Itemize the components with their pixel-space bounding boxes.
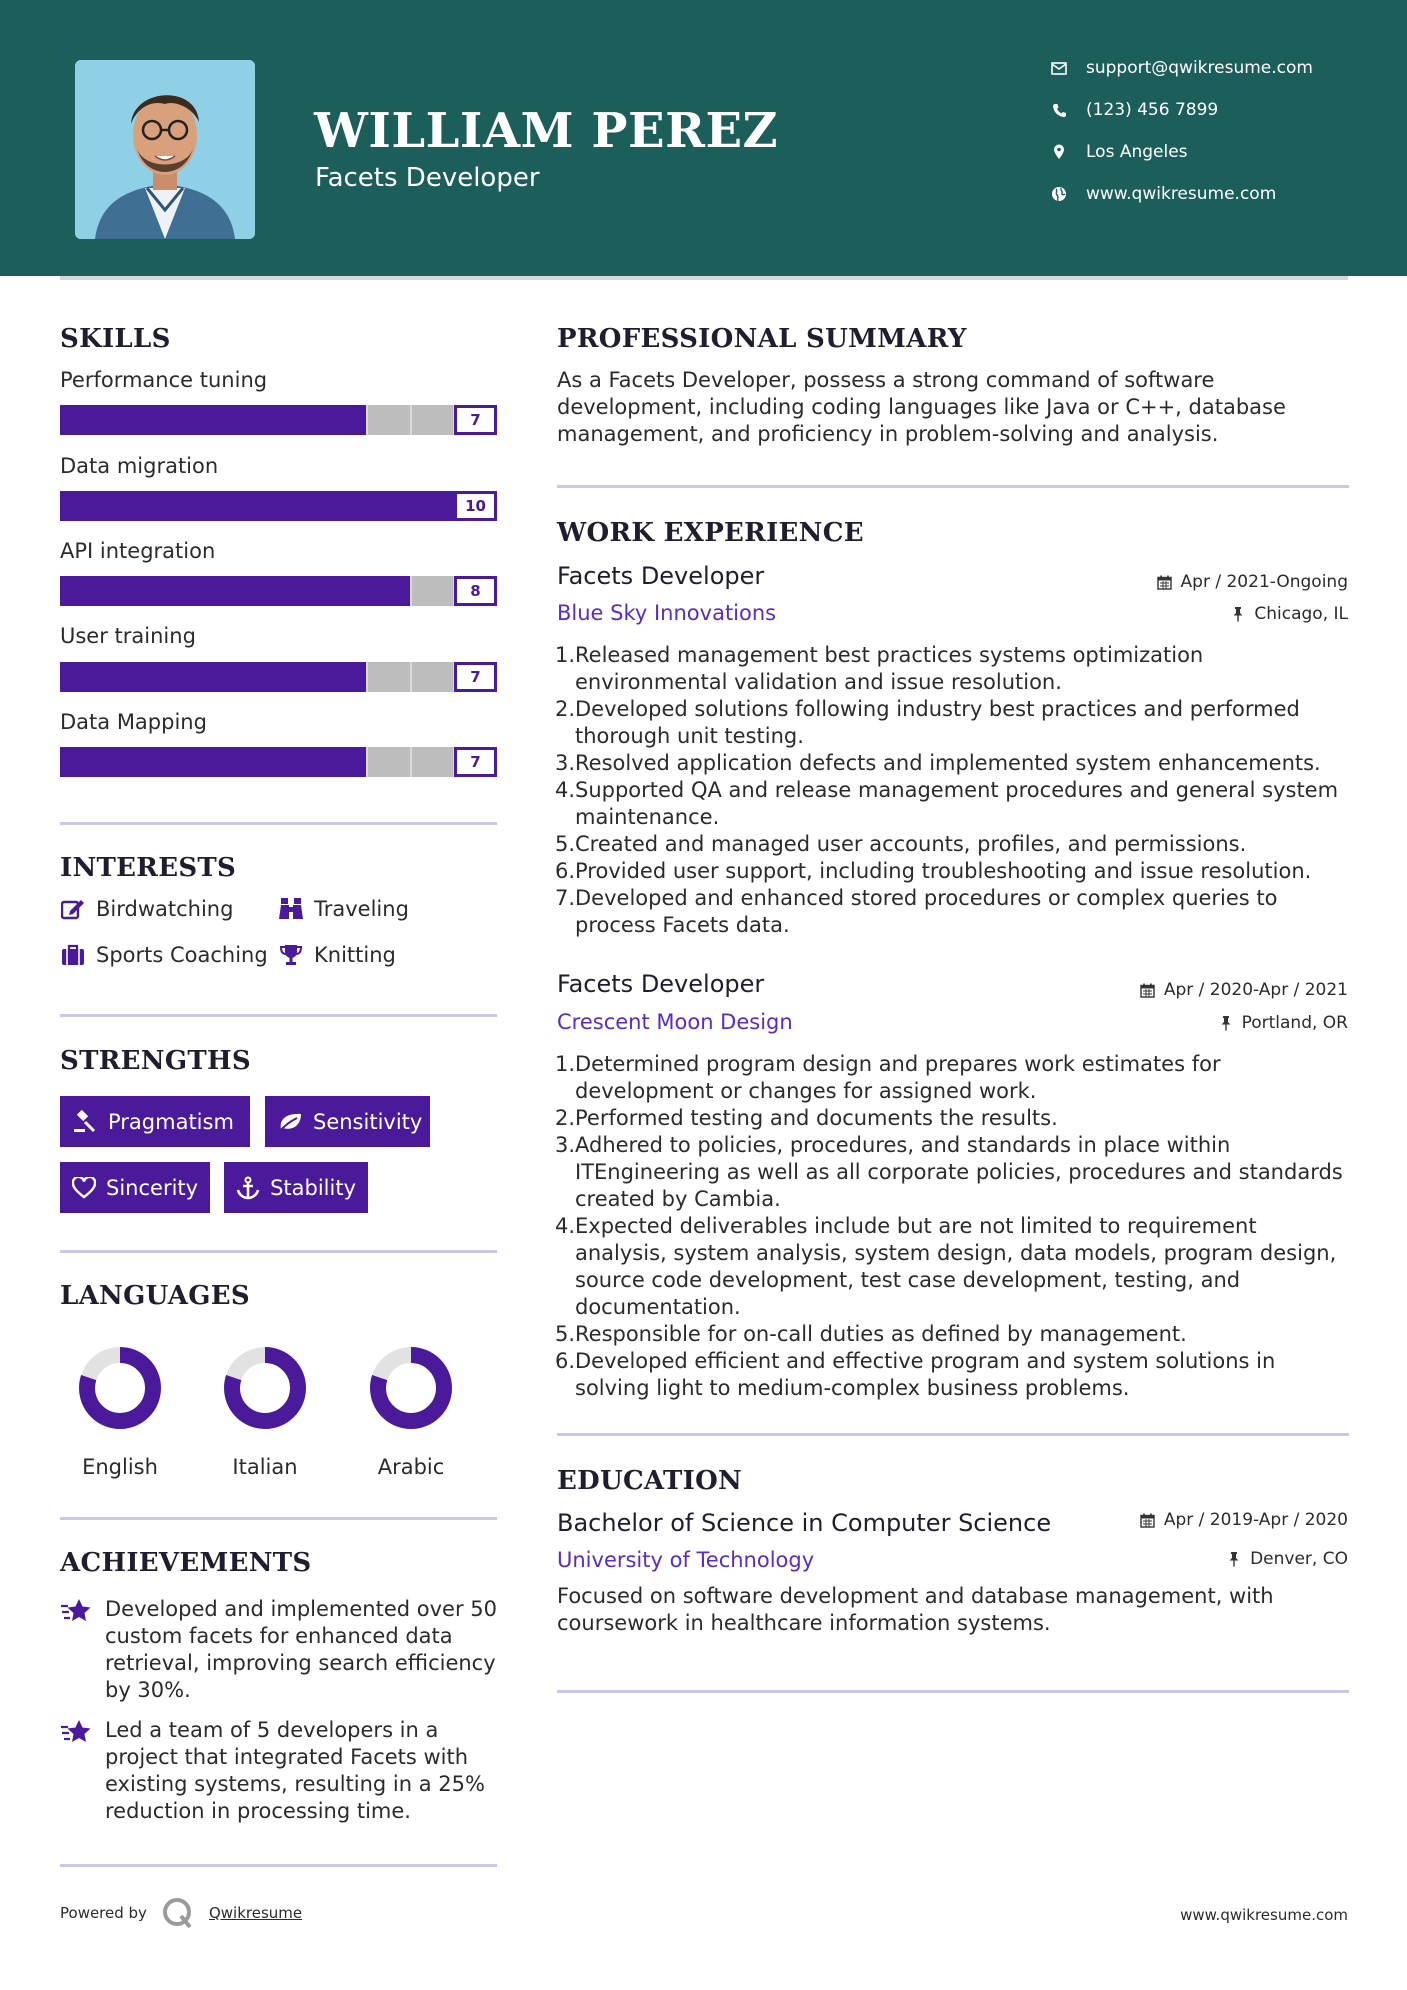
- job-duties: [557, 642, 1349, 939]
- job-dates: Apr / 2021-Ongoing: [1157, 572, 1348, 592]
- skill-label: Data Mapping: [60, 710, 207, 734]
- pushpin-icon: [1226, 1551, 1242, 1567]
- job-dates: Apr / 2020-Apr / 2021: [1140, 980, 1348, 1000]
- company-name: Crescent Moon Design: [557, 1010, 793, 1034]
- job-location: Chicago, IL: [1230, 604, 1348, 624]
- skill-bar-segment: [410, 405, 412, 435]
- skill-label: Data migration: [60, 454, 219, 478]
- duty-item: Supported QA and release management procedures and general system maintenance.: [575, 778, 1339, 829]
- skill-bar-fill: [60, 405, 366, 435]
- job-title: Facets Developer: [557, 970, 765, 998]
- resume-header: [0, 0, 1407, 276]
- education-text: Focused on software development and database management, with coursework in healthcare information systems.: [557, 1584, 1274, 1635]
- leaf-icon: [277, 1109, 303, 1135]
- job-duties: [557, 1051, 1349, 1402]
- footer-powered-by: Powered by Qwikresume: [60, 1896, 302, 1930]
- language-label: Arabic: [377, 1455, 445, 1479]
- skill-score: 7: [454, 405, 497, 435]
- duty-item: Expected deliverables include but are not limited to requirement analysis, system analysis, system design, data models, program design, source code development, test case development, testing, and documentation.: [575, 1214, 1337, 1319]
- skill-score: 7: [454, 747, 497, 777]
- interests-heading: INTERESTS: [60, 853, 237, 883]
- duty-item: Released management best practices systems optimization environmental validation and issue resolution.: [575, 643, 1204, 694]
- pushpin-icon: [1218, 1015, 1234, 1031]
- contact-email[interactable]: support@qwikresume.com: [1050, 58, 1313, 78]
- school-name: University of Technology: [557, 1548, 815, 1572]
- calendar-icon: [1140, 982, 1156, 998]
- section-divider: [60, 1250, 497, 1253]
- map-pin-icon: [1050, 143, 1068, 161]
- candidate-title: Facets Developer: [315, 163, 540, 193]
- duty-item: Developed solutions following industry best practices and performed thorough unit testing.: [575, 697, 1300, 748]
- language-label: English: [82, 1455, 158, 1479]
- education-heading: EDUCATION: [557, 1466, 743, 1496]
- skill-bar-segment: [366, 662, 368, 692]
- gavel-icon: [72, 1109, 98, 1135]
- interest-item: Traveling: [278, 896, 409, 922]
- job-title: Facets Developer: [557, 562, 765, 590]
- section-divider: [60, 1014, 497, 1017]
- pencil-square-icon: [60, 896, 86, 922]
- skill-bar: [60, 491, 497, 521]
- achievement-item: Led a team of 5 developers in a project that integrated Facets with existing systems, resulting in a 25% reduction in processing time.: [60, 1717, 500, 1825]
- language-donut: [220, 1343, 310, 1433]
- skill-bar-fill: [60, 662, 366, 692]
- skill-bar-segment: [410, 662, 412, 692]
- skill-score: 7: [454, 662, 497, 692]
- briefcase-icon: [60, 942, 86, 968]
- duty-item: Provided user support, including troubleshooting and issue resolution.: [575, 859, 1312, 883]
- profile-photo: [75, 60, 255, 239]
- duty-item: Resolved application defects and implemented system enhancements.: [575, 751, 1321, 775]
- language-donut: [366, 1343, 456, 1433]
- skill-bar-segment: [410, 576, 412, 606]
- section-divider: [60, 822, 497, 825]
- achievement-item: Developed and implemented over 50 custom facets for enhanced data retrieval, improving search efficiency by 30%.: [60, 1596, 500, 1704]
- summary-heading: PROFESSIONAL SUMMARY: [557, 324, 967, 354]
- language-donut: [75, 1343, 165, 1433]
- education-dates: Apr / 2019-Apr / 2020: [1140, 1510, 1348, 1530]
- footer-site-link[interactable]: www.qwikresume.com: [1180, 1906, 1348, 1924]
- section-divider: [60, 1864, 497, 1867]
- duty-item: Responsible for on-call duties as defined by management.: [575, 1322, 1187, 1346]
- language-label: Italian: [232, 1455, 298, 1479]
- strength-badge: Stability: [224, 1162, 368, 1213]
- skill-bar: [60, 405, 497, 435]
- section-divider: [557, 1690, 1349, 1693]
- trophy-icon: [278, 942, 304, 968]
- company-name: Blue Sky Innovations: [557, 601, 777, 625]
- strength-badge: Sensitivity: [265, 1096, 430, 1147]
- globe-icon: [1050, 185, 1068, 203]
- heart-icon: [72, 1175, 96, 1201]
- skill-bar-segment: [366, 747, 368, 777]
- skill-bar-fill: [60, 576, 410, 606]
- education-location: Denver, CO: [1226, 1549, 1348, 1569]
- envelope-icon: [1050, 59, 1068, 77]
- strength-badge: Pragmatism: [60, 1096, 250, 1147]
- pushpin-icon: [1230, 606, 1246, 622]
- language-item: [205, 1343, 325, 1479]
- summary-text: As a Facets Developer, possess a strong command of software development, including coding languages like Java or C++, database management, and proficiency in problem-solving and analysis.: [557, 368, 1286, 446]
- duty-item: Developed efficient and effective program and system solutions in solving light to medium-complex business problems.: [575, 1349, 1276, 1400]
- skill-bar: [60, 662, 497, 692]
- skill-bar-segment: [410, 747, 412, 777]
- section-divider: [60, 1517, 497, 1520]
- skill-score: 8: [454, 576, 497, 606]
- duty-item: Determined program design and prepares work estimates for development or changes for assigned work.: [575, 1052, 1221, 1103]
- skill-label: API integration: [60, 539, 216, 563]
- header-divider: [60, 276, 1348, 280]
- skill-score: 10: [454, 491, 497, 521]
- duty-item: Adhered to policies, procedures, and standards in place within ITEngineering as well as all corporate policies, procedures and standards created by Cambia.: [575, 1133, 1343, 1211]
- duty-item: Performed testing and documents the results.: [575, 1106, 1058, 1130]
- skill-bar-segment: [366, 405, 368, 435]
- skill-bar-fill: [60, 491, 497, 521]
- contact-location: Los Angeles: [1050, 142, 1188, 162]
- contact-phone[interactable]: (123) 456 7899: [1050, 100, 1218, 120]
- strengths-heading: STRENGTHS: [60, 1046, 251, 1076]
- skills-heading: SKILLS: [60, 324, 171, 354]
- section-divider: [557, 485, 1349, 488]
- languages-heading: LANGUAGES: [60, 1281, 250, 1311]
- skill-bar: [60, 747, 497, 777]
- experience-heading: WORK EXPERIENCE: [557, 518, 864, 548]
- skill-label: User training: [60, 624, 196, 648]
- binoculars-icon: [278, 896, 304, 922]
- skill-bar: [60, 576, 497, 606]
- language-item: [60, 1343, 180, 1479]
- star-icon: [60, 1596, 92, 1628]
- skill-bar-fill: [60, 747, 366, 777]
- candidate-name: WILLIAM PEREZ: [314, 103, 779, 159]
- duty-item: Created and managed user accounts, profiles, and permissions.: [575, 832, 1247, 856]
- qwikresume-link[interactable]: Qwikresume: [208, 1904, 303, 1922]
- anchor-icon: [236, 1175, 260, 1201]
- calendar-icon: [1140, 1512, 1156, 1528]
- star-icon: [60, 1717, 92, 1749]
- interest-item: Birdwatching: [60, 896, 233, 922]
- contact-website[interactable]: www.qwikresume.com: [1050, 184, 1276, 204]
- skill-label: Performance tuning: [60, 368, 268, 392]
- interest-item: Sports Coaching: [60, 942, 268, 968]
- calendar-icon: [1157, 574, 1173, 590]
- degree-title: Bachelor of Science in Computer Science: [557, 1509, 1052, 1537]
- section-divider: [557, 1433, 1349, 1436]
- phone-icon: [1050, 101, 1068, 119]
- job-location: Portland, OR: [1218, 1013, 1348, 1033]
- language-item: [351, 1343, 471, 1479]
- qwikresume-logo-icon: [161, 1896, 195, 1930]
- duty-item: Developed and enhanced stored procedures or complex queries to process Facets data.: [575, 886, 1278, 937]
- interest-item: Knitting: [278, 942, 396, 968]
- achievements-heading: ACHIEVEMENTS: [60, 1548, 312, 1578]
- strength-badge: Sincerity: [60, 1162, 210, 1213]
